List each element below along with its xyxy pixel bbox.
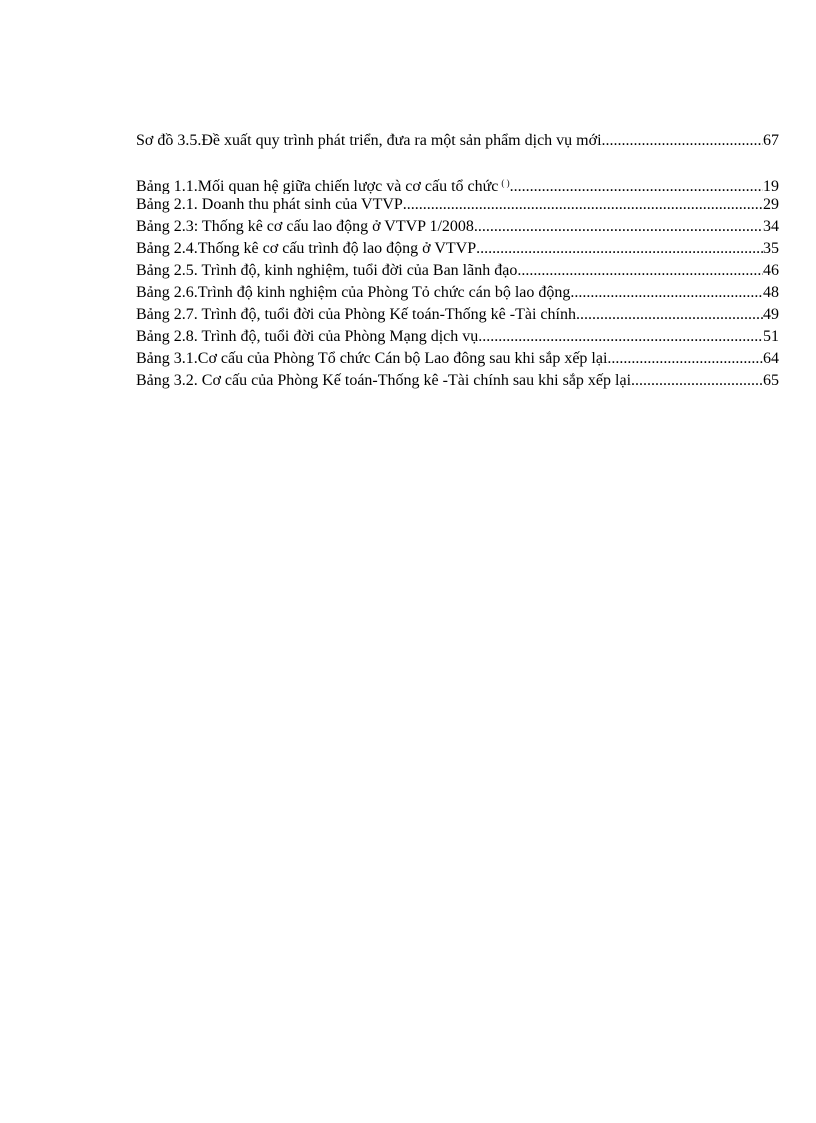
toc-leader-dots [570, 282, 763, 304]
toc-entry-page: 34 [763, 218, 779, 235]
toc-entry-page: 49 [763, 306, 779, 323]
toc-entry-title: Bảng 2.1. Doanh thu phát sinh của VTVP [136, 196, 403, 213]
toc-entry-page: 51 [763, 328, 779, 345]
toc-leader-dots [607, 348, 763, 370]
toc-entry-title: Bảng 1.1.Mối quan hệ giữa chiến lược và cơ cấu tổ chức ( ) [136, 178, 510, 194]
toc-leader-dots [576, 304, 763, 326]
toc-entry-table-2-1[interactable] [136, 194, 779, 216]
toc-entry-note: ( ) [501, 178, 510, 188]
toc-leader-dots [510, 176, 763, 194]
toc-entry-title: Bảng 2.7. Trình độ, tuổi đời của Phòng Kế toán-Thống kê -Tài chính [136, 306, 576, 323]
table-of-contents [136, 130, 779, 392]
toc-leader-dots [478, 326, 763, 348]
toc-entry-page: 35 [763, 240, 779, 257]
toc-entry-page: 48 [763, 284, 779, 301]
toc-leader-dots [631, 370, 763, 392]
toc-entry-title: Bảng 2.8. Trình độ, tuổi đời của Phòng Mạng dịch vụ [136, 328, 479, 345]
toc-entry-page: 65 [763, 372, 779, 389]
toc-entry-diagram-3-5[interactable] [136, 130, 779, 152]
toc-entry-table-2-6[interactable] [136, 282, 779, 304]
toc-entry-page: 46 [763, 262, 779, 279]
toc-entry-table-1-1[interactable] [136, 172, 779, 194]
toc-entry-table-2-8[interactable] [136, 326, 779, 348]
toc-leader-dots [474, 216, 763, 238]
toc-entry-title: Sơ đồ 3.5.Đề xuất quy trình phát triển, đưa ra một sản phẩm dịch vụ mới [136, 132, 602, 149]
toc-leader-dots [403, 194, 763, 216]
toc-entry-table-3-2[interactable] [136, 370, 779, 392]
toc-leader-dots [517, 260, 763, 282]
toc-entry-table-2-7[interactable] [136, 304, 779, 326]
toc-entry-title: Bảng 2.6.Trình độ kinh nghiệm của Phòng Tỏ chức cán bộ lao động [136, 284, 571, 301]
toc-entry-page: 64 [763, 350, 779, 367]
toc-entry-title: Bảng 3.2. Cơ cấu của Phòng Kế toán-Thống kê -Tài chính sau khi sắp xếp lại [136, 372, 632, 389]
toc-entry-table-2-5[interactable] [136, 260, 779, 282]
toc-entry-title: Bảng 3.1.Cơ cấu của Phòng Tổ chức Cán bộ Lao đông sau khi sắp xếp lại [136, 350, 608, 367]
section-gap [136, 152, 779, 172]
toc-entry-page: 67 [763, 132, 779, 149]
toc-leader-dots [602, 130, 763, 152]
toc-entry-title: Bảng 2.5. Trình độ, kinh nghiệm, tuổi đời của Ban lãnh đạo [136, 262, 518, 279]
toc-entry-title: Bảng 2.4.Thống kê cơ cấu trình độ lao động ở VTVP [136, 240, 477, 257]
toc-entry-title: Bảng 2.3: Thống kê cơ cấu lao động ở VTVP 1/2008 [136, 218, 474, 235]
toc-entry-table-3-1[interactable] [136, 348, 779, 370]
toc-entry-table-2-4[interactable] [136, 238, 779, 260]
toc-entry-table-2-3[interactable] [136, 216, 779, 238]
toc-leader-dots [476, 238, 763, 260]
toc-entry-page: 29 [763, 196, 779, 213]
toc-entry-page: 19 [763, 178, 779, 194]
